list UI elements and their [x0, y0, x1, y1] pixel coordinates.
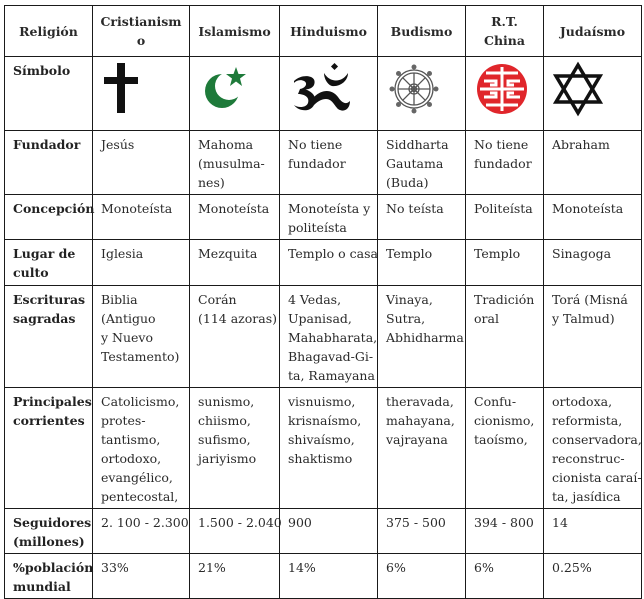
- religions-comparison-table: [4, 5, 642, 599]
- header-row: [5, 6, 642, 57]
- cell-text-line: Biblia: [101, 292, 138, 307]
- cell-cristianismo: [93, 195, 190, 240]
- cell-text-line: Mezquita: [198, 246, 258, 261]
- cell-text-line: fundador: [288, 156, 346, 171]
- cell-text-line: 1.500 - 2.040: [198, 515, 282, 530]
- table-row: [5, 554, 642, 599]
- cell-judaismo: [544, 554, 642, 599]
- row-label: [5, 509, 93, 554]
- cell-text-line: Catolicismo,: [101, 394, 180, 409]
- row-label-line: Fundador: [13, 137, 81, 152]
- header-cristianismo: Cristianismo: [93, 6, 190, 57]
- row-label-line: Lugar de: [13, 246, 76, 261]
- cell-cristianismo: [93, 388, 190, 509]
- cell-text-line: 14%: [288, 560, 316, 575]
- cell-text-line: shaktismo: [288, 451, 353, 466]
- cell-text-line: Jesús: [101, 137, 135, 152]
- cell-text-line: krisnaísmo,: [288, 413, 362, 428]
- row-label: [5, 131, 93, 195]
- cell-text-line: Templo: [474, 246, 521, 261]
- cell-text-line: 14: [552, 515, 568, 530]
- cell-islamismo: [190, 509, 280, 554]
- cell-text-line: jariyismo: [198, 451, 257, 466]
- cell-hinduismo: [280, 286, 378, 388]
- cell-islamismo: [190, 131, 280, 195]
- row-label-line: sagradas: [13, 311, 76, 326]
- cell-rt-china: [466, 509, 544, 554]
- cell-text-line: Tradición: [474, 292, 535, 307]
- cell-text-line: Iglesia: [101, 246, 144, 261]
- cell-text-line: ta, jasídica: [552, 489, 621, 504]
- cell-text-line: cionismo,: [474, 413, 535, 428]
- cell-text-line: 6%: [386, 560, 406, 575]
- row-label-line: mundial: [13, 579, 71, 594]
- row-label-line: Principales: [13, 394, 92, 409]
- cell-budismo: [378, 195, 466, 240]
- symbol-cell-islamismo: [190, 57, 280, 131]
- cell-budismo: [378, 509, 466, 554]
- cell-text-line: y Nuevo: [101, 330, 154, 345]
- cell-judaismo: [544, 286, 642, 388]
- crescent-star-icon: [198, 61, 252, 115]
- cell-text-line: Corán: [198, 292, 237, 307]
- cell-text-line: Templo: [386, 246, 433, 261]
- row-label: [5, 286, 93, 388]
- table-row: [5, 388, 642, 509]
- cell-islamismo: [190, 286, 280, 388]
- cell-rt-china: [466, 195, 544, 240]
- cell-hinduismo: [280, 554, 378, 599]
- cell-text-line: Monoteísta: [198, 201, 270, 216]
- header-budismo: Budismo: [378, 6, 466, 57]
- latin-cross-icon: [101, 61, 141, 115]
- cell-text-line: Siddharta: [386, 137, 449, 152]
- cell-text-line: sunismo,: [198, 394, 255, 409]
- row-label: [5, 388, 93, 509]
- cell-text-line: chiismo,: [198, 413, 251, 428]
- cell-text-line: (musulma-: [198, 156, 265, 171]
- row-label-simbolo: Símbolo: [5, 57, 93, 131]
- cell-text-line: 394 - 800: [474, 515, 534, 530]
- star-of-david-icon: [552, 61, 604, 117]
- row-label-line: Seguidores: [13, 515, 92, 530]
- cell-text-line: theravada,: [386, 394, 454, 409]
- cell-cristianismo: [93, 286, 190, 388]
- cell-text-line: (Antiguo: [101, 311, 156, 326]
- cell-budismo: [378, 388, 466, 509]
- row-label-line: (millones): [13, 534, 85, 549]
- cell-text-line: 6%: [474, 560, 494, 575]
- cell-judaismo: [544, 195, 642, 240]
- cell-text-line: (114 azoras): [198, 311, 277, 326]
- cell-hinduismo: [280, 131, 378, 195]
- cell-judaismo: [544, 509, 642, 554]
- cell-text-line: Monoteísta: [101, 201, 173, 216]
- cell-text-line: Abhidharma: [386, 330, 464, 345]
- cell-text-line: vajrayana: [386, 432, 448, 447]
- table-row: [5, 509, 642, 554]
- cell-text-line: politeísta: [288, 220, 347, 235]
- cell-text-line: 900: [288, 515, 312, 530]
- cell-cristianismo: [93, 554, 190, 599]
- cell-text-line: ortodoxo,: [101, 451, 162, 466]
- header-islamismo: Islamismo: [190, 6, 280, 57]
- cell-judaismo: [544, 240, 642, 286]
- cell-budismo: [378, 286, 466, 388]
- cell-text-line: ortodoxa,: [552, 394, 613, 409]
- cell-text-line: Sutra,: [386, 311, 426, 326]
- row-label: [5, 195, 93, 240]
- table-row: [5, 240, 642, 286]
- cell-text-line: Politeísta: [474, 201, 533, 216]
- cell-budismo: [378, 131, 466, 195]
- cell-text-line: visnuismo,: [288, 394, 356, 409]
- cell-text-line: Sinagoga: [552, 246, 612, 261]
- cell-text-line: Torá (Misná: [552, 292, 628, 307]
- om-icon: [288, 61, 358, 115]
- cell-judaismo: [544, 131, 642, 195]
- symbol-cell-cristianismo: [93, 57, 190, 131]
- cell-islamismo: [190, 388, 280, 509]
- cell-text-line: Testamento): [101, 349, 180, 364]
- cell-text-line: 375 - 500: [386, 515, 446, 530]
- cell-text-line: 0.25%: [552, 560, 592, 575]
- cell-islamismo: [190, 554, 280, 599]
- header-religion: Religión: [5, 6, 93, 57]
- cell-text-line: 21%: [198, 560, 226, 575]
- cell-text-line: protes-: [101, 413, 146, 428]
- cell-text-line: Monoteísta: [552, 201, 624, 216]
- symbol-cell-budismo: [378, 57, 466, 131]
- cell-text-line: oral: [474, 311, 499, 326]
- dharma-wheel-icon: [386, 61, 442, 117]
- cell-text-line: cionista caraí-: [552, 470, 642, 485]
- header-rt-china: R.T. China: [466, 6, 544, 57]
- table-row: [5, 131, 642, 195]
- cell-text-line: No tiene: [288, 137, 343, 152]
- cell-text-line: taoísmo,: [474, 432, 528, 447]
- cell-cristianismo: [93, 240, 190, 286]
- cell-text-line: fundador: [474, 156, 532, 171]
- header-hinduismo: Hinduismo: [280, 6, 378, 57]
- cell-text-line: Monoteísta y: [288, 201, 371, 216]
- cell-hinduismo: [280, 509, 378, 554]
- cell-text-line: reformista,: [552, 413, 623, 428]
- cell-rt-china: [466, 388, 544, 509]
- symbol-cell-judaismo: [544, 57, 642, 131]
- cell-text-line: pentecostal,: [101, 489, 179, 504]
- cell-text-line: (Buda): [386, 175, 429, 190]
- symbol-cell-hinduismo: [280, 57, 378, 131]
- cell-text-line: conservadora,: [552, 432, 642, 447]
- cell-text-line: tantismo,: [101, 432, 161, 447]
- cell-rt-china: [466, 131, 544, 195]
- cell-cristianismo: [93, 131, 190, 195]
- cell-budismo: [378, 240, 466, 286]
- cell-text-line: Confu-: [474, 394, 517, 409]
- row-label: [5, 240, 93, 286]
- cell-hinduismo: [280, 388, 378, 509]
- cell-text-line: sufismo,: [198, 432, 251, 447]
- row-label-line: corrientes: [13, 413, 85, 428]
- cell-text-line: shivaísmo,: [288, 432, 355, 447]
- symbol-cell-rt-china: [466, 57, 544, 131]
- cell-hinduismo: [280, 240, 378, 286]
- cell-text-line: 4 Vedas,: [288, 292, 342, 307]
- row-label-line: culto: [13, 265, 49, 280]
- cell-rt-china: [466, 240, 544, 286]
- cell-text-line: No teísta: [386, 201, 444, 216]
- shou-longevity-icon: [474, 61, 530, 117]
- cell-text-line: Gautama: [386, 156, 444, 171]
- cell-cristianismo: [93, 509, 190, 554]
- cell-budismo: [378, 554, 466, 599]
- cell-text-line: reconstruc-: [552, 451, 625, 466]
- cell-rt-china: [466, 554, 544, 599]
- header-judaismo: Judaísmo: [544, 6, 642, 57]
- table-row: [5, 195, 642, 240]
- cell-text-line: Mahoma: [198, 137, 254, 152]
- symbol-row: [5, 57, 642, 131]
- row-label-line: Concepción: [13, 201, 95, 216]
- cell-text-line: ta, Ramayana: [288, 368, 375, 383]
- cell-text-line: Templo o casa: [288, 246, 378, 261]
- cell-text-line: Upanisad,: [288, 311, 352, 326]
- cell-text-line: mahayana,: [386, 413, 455, 428]
- cell-hinduismo: [280, 195, 378, 240]
- cell-text-line: nes): [198, 175, 225, 190]
- cell-rt-china: [466, 286, 544, 388]
- cell-islamismo: [190, 195, 280, 240]
- cell-text-line: y Talmud): [552, 311, 615, 326]
- cell-text-line: Mahabharata,: [288, 330, 378, 345]
- cell-text-line: Abraham: [552, 137, 610, 152]
- cell-islamismo: [190, 240, 280, 286]
- cell-judaismo: [544, 388, 642, 509]
- cell-text-line: 2. 100 - 2.300: [101, 515, 189, 530]
- cell-text-line: 33%: [101, 560, 129, 575]
- cell-text-line: No tiene: [474, 137, 529, 152]
- row-label: [5, 554, 93, 599]
- cell-text-line: evangélico,: [101, 470, 173, 485]
- cell-text-line: Bhagavad-Gi-: [288, 349, 374, 364]
- table-row: [5, 286, 642, 388]
- row-label-line: Escrituras: [13, 292, 86, 307]
- row-label-line: %población: [13, 560, 94, 575]
- cell-text-line: Vinaya,: [386, 292, 433, 307]
